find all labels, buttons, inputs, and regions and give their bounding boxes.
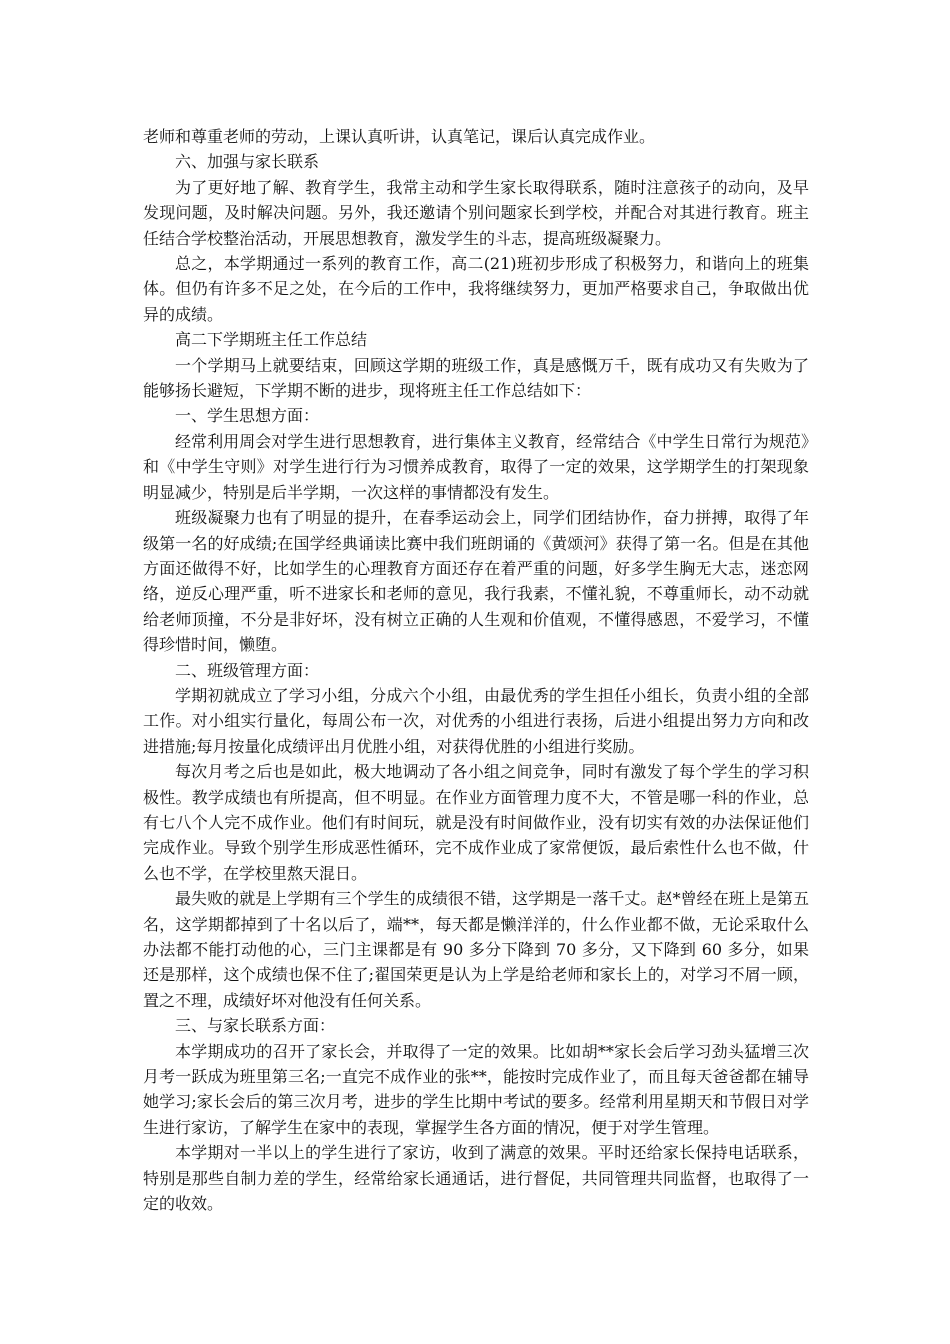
section-heading: 二、班级管理方面： [175, 660, 320, 680]
document-title: 高二下学期班主任工作总结 [175, 330, 368, 350]
document-body [143, 124, 809, 1216]
paragraph: 每次月考之后也是如此，极大地调动了各小组之间竞争，同时有激发了每个学生的学习积极性。教学成绩也有所提高，但不明显。在作业方面管理力度不大，不管是哪一科的作业，总有七八个人完不成作业。他们有时间玩，就是没有时间做作业，没有切实有效的办法保证他们完成作业。导致个别学生形成恶性循环，完不成作业成了家常便饭，最后索性什么也不做，什么也不学，在学校里熬天混日。 [143, 762, 809, 883]
section-heading: 六、加强与家长联系 [175, 152, 320, 172]
section-heading: 一、学生思想方面： [175, 406, 320, 426]
section-heading: 三、与家长联系方面： [175, 1016, 336, 1036]
paragraph: 班级凝聚力也有了明显的提升，在春季运动会上，同学们团结协作，奋力拼搏，取得了年级第一名的好成绩;在国学经典诵读比赛中我们班朗诵的《黄颂河》获得了第一名。但是在其他方面还做得不好，比如学生的心理教育方面还存在着严重的问题，好多学生胸无大志，迷恋网络，逆反心理严重，听不进家长和老师的意见，我行我素，不懂礼貌，不尊重师长，动不动就给老师顶撞，不分是非好坏，没有树立正确的人生观和价值观，不懂得感恩，不爱学习，不懂得珍惜时间，懒堕。 [143, 508, 809, 655]
paragraph: 老师和尊重老师的劳动，上课认真听讲，认真笔记，课后认真完成作业。 [143, 127, 656, 146]
paragraph: 为了更好地了解、教育学生，我常主动和学生家长取得联系，随时注意孩子的动向，及早发现问题，及时解决问题。另外，我还邀请个别问题家长到学校，并配合对其进行教育。班主任结合学校整治活动，开展思想教育，激发学生的斗志，提高班级凝聚力。 [143, 177, 809, 248]
paragraph: 一个学期马上就要结束，回顾这学期的班级工作，真是感慨万千，既有成功又有失败为了能够扬长避短，下学期不断的进步，现将班主任工作总结如下： [143, 355, 809, 401]
paragraph: 经常利用周会对学生进行思想教育，进行集体主义教育，经常结合《中学生日常行为规范》和《中学生守则》对学生进行行为习惯养成教育，取得了一定的效果，这学期学生的打架现象明显减少，特别是后半学期，一次这样的事情都没有发生。 [143, 431, 809, 502]
paragraph: 总之，本学期通过一系列的教育工作，高二(21)班初步形成了积极努力，和谐向上的班集体。但仍有许多不足之处，在今后的工作中，我将继续努力，更加严格要求自己，争取做出优异的成绩。 [143, 254, 809, 324]
paragraph: 本学期成功的召开了家长会，并取得了一定的效果。比如胡**家长会后学习劲头猛增三次月考一跃成为班里第三名;一直完不成作业的张**，能按时完成作业了，而且每天爸爸都在辅导她学习;家长会后的第三次月考，进步的学生比期中考试的要多。经常利用星期天和节假日对学生进行家访，了解学生在家中的表现，掌握学生各方面的情况，便于对学生管理。 [143, 1041, 809, 1137]
paragraph: 学期初就成立了学习小组，分成六个小组，由最优秀的学生担任小组长，负责小组的全部工作。对小组实行量化，每周公布一次，对优秀的小组进行表扬，后进小组提出努力方向和改进措施;每月按量化成绩评出月优胜小组，对获得优胜的小组进行奖励。 [143, 685, 809, 756]
paragraph: 本学期对一半以上的学生进行了家访，收到了满意的效果。平时还给家长保持电话联系，特别是那些自制力差的学生，经常给家长通通话，进行督促，共同管理共同监督，也取得了一定的收效。 [143, 1143, 809, 1214]
paragraph: 最失败的就是上学期有三个学生的成绩很不错，这学期是一落千丈。赵*曾经在班上是第五名，这学期都掉到了十名以后了，端**，每天都是懒洋洋的，什么作业都不做，无论采取什么办法都不能打动他的心，三门主课都是有 90 多分下降到 70 多分，又下降到 60 多分，如果还是那样，这个成绩也保不住了;翟国荣更是认为上学是给老师和家长上的，对学习不屑一顾，置之不理，成绩好坏对他没有任何关系。 [143, 889, 809, 1010]
